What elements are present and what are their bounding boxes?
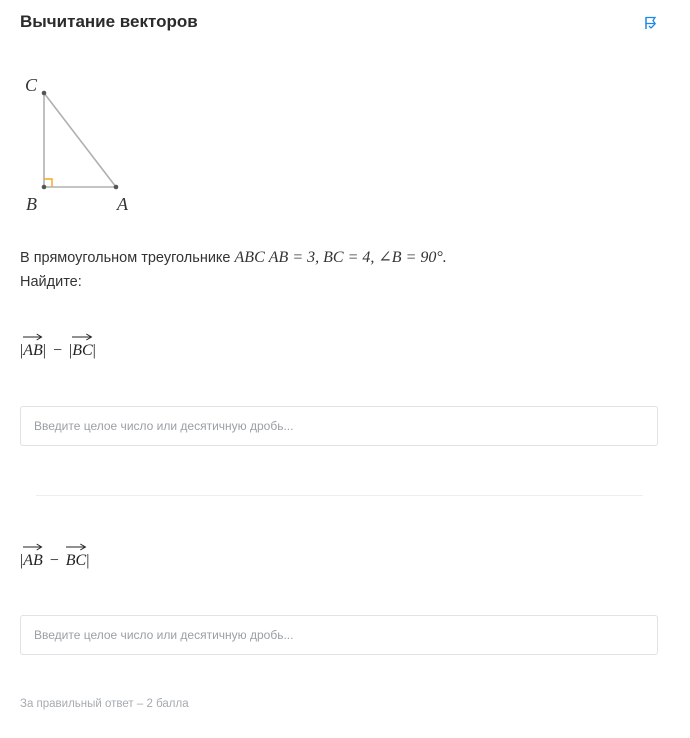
problem-intro: В прямоугольном треугольнике <box>20 250 231 266</box>
label-b: B <box>26 194 37 214</box>
vector-bc: BC <box>66 552 86 570</box>
vertex-a <box>114 185 119 190</box>
angle-name: B <box>391 249 402 266</box>
problem-line: В прямоугольном треугольнике ABC AB = 3, BC = 4, ∠B = 90°. <box>20 249 447 266</box>
side-bc-value: 4 <box>362 249 371 266</box>
side-ab-name: AB <box>268 249 289 266</box>
triangle-figure <box>18 70 148 220</box>
question-2-expression: | AB − BC| <box>20 552 89 570</box>
minus-sign: − <box>52 342 62 359</box>
answer-input-2[interactable] <box>20 615 658 655</box>
flag-icon[interactable] <box>644 16 658 30</box>
vector-bc: BC <box>72 342 92 360</box>
divider <box>36 495 643 496</box>
side-bc-name: BC <box>323 249 344 266</box>
minus-sign: − <box>49 552 59 569</box>
problem-statement <box>20 246 447 294</box>
vector-ab: AB <box>23 552 43 570</box>
vector-ab: AB <box>23 342 43 360</box>
answer-input-1[interactable] <box>20 406 658 446</box>
question-1-expression: | AB| − | BC| <box>20 342 96 360</box>
side-ab-value: 3 <box>307 249 316 266</box>
vertex-c <box>42 91 47 96</box>
page-title: Вычитание векторов <box>20 12 198 31</box>
label-a: A <box>117 194 128 214</box>
points-note: За правильный ответ – 2 балла <box>20 698 189 710</box>
side-ca <box>44 93 116 187</box>
find-label: Найдите: <box>20 274 82 290</box>
vertex-b <box>42 185 47 190</box>
label-c: C <box>25 75 38 95</box>
angle-value: 90° <box>420 249 443 266</box>
triangle-name: ABC <box>234 249 265 266</box>
